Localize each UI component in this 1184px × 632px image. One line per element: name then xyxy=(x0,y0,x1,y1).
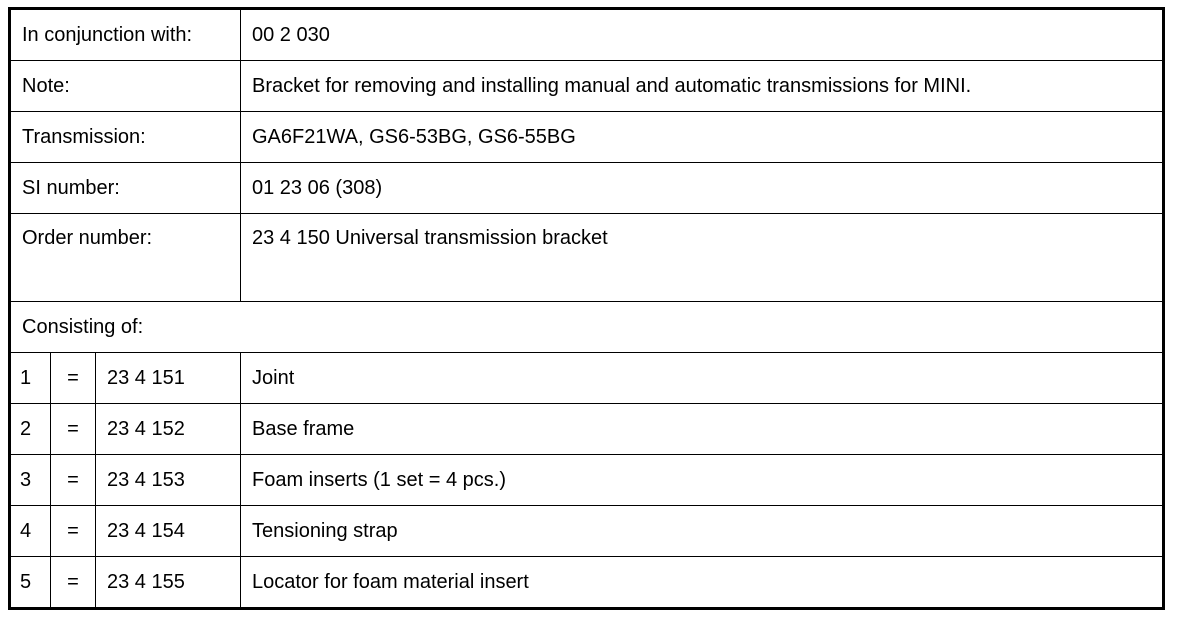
item-part-number: 23 4 155 xyxy=(96,557,241,609)
table-row xyxy=(10,9,1164,61)
item-part-number: 23 4 151 xyxy=(96,353,241,404)
parts-info-table xyxy=(8,7,1165,610)
table-row xyxy=(10,506,1164,557)
table-row xyxy=(10,455,1164,506)
item-number: 2 xyxy=(10,404,51,455)
table-row xyxy=(10,353,1164,404)
item-description: Locator for foam material insert xyxy=(241,557,1164,609)
item-description: Joint xyxy=(241,353,1164,404)
item-separator: = xyxy=(51,455,96,506)
row-label: Transmission: xyxy=(10,112,241,163)
table-row xyxy=(10,404,1164,455)
row-label: Order number: xyxy=(10,214,241,302)
table-row xyxy=(10,61,1164,112)
table-row xyxy=(10,112,1164,163)
row-value: 00 2 030 xyxy=(241,9,1164,61)
row-label: SI number: xyxy=(10,163,241,214)
table-row xyxy=(10,163,1164,214)
item-part-number: 23 4 154 xyxy=(96,506,241,557)
item-number: 1 xyxy=(10,353,51,404)
item-separator: = xyxy=(51,404,96,455)
item-description: Foam inserts (1 set = 4 pcs.) xyxy=(241,455,1164,506)
item-part-number: 23 4 153 xyxy=(96,455,241,506)
row-value: 01 23 06 (308) xyxy=(241,163,1164,214)
table-row xyxy=(10,214,1164,302)
item-number: 3 xyxy=(10,455,51,506)
item-number: 4 xyxy=(10,506,51,557)
item-separator: = xyxy=(51,353,96,404)
row-value: GA6F21WA, GS6-53BG, GS6-55BG xyxy=(241,112,1164,163)
row-value: 23 4 150 Universal transmission bracket xyxy=(241,214,1164,302)
row-value: Bracket for removing and installing manual and automatic transmissions for MINI. xyxy=(241,61,1164,112)
consisting-label: Consisting of: xyxy=(10,302,1164,353)
row-label: In conjunction with: xyxy=(10,9,241,61)
consisting-row xyxy=(10,302,1164,353)
item-separator: = xyxy=(51,506,96,557)
item-description: Base frame xyxy=(241,404,1164,455)
item-number: 5 xyxy=(10,557,51,609)
table-row xyxy=(10,557,1164,609)
row-label: Note: xyxy=(10,61,241,112)
item-description: Tensioning strap xyxy=(241,506,1164,557)
item-part-number: 23 4 152 xyxy=(96,404,241,455)
item-separator: = xyxy=(51,557,96,609)
